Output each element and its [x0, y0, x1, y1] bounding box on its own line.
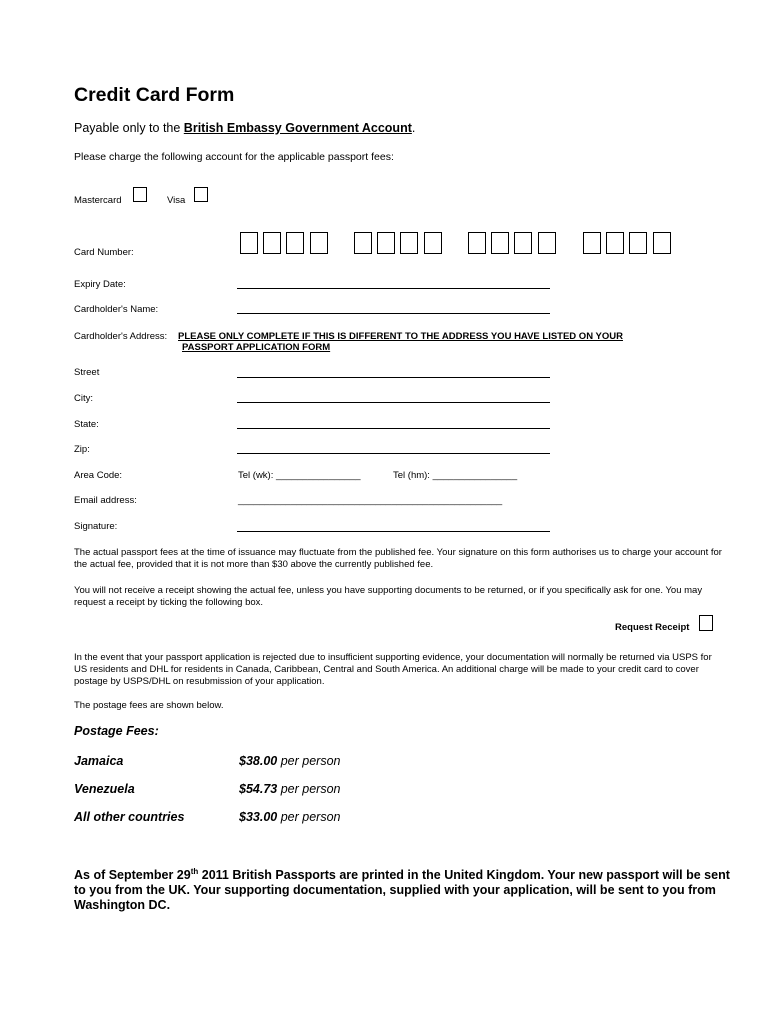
card-digit-box[interactable]	[263, 232, 281, 254]
zip-field[interactable]	[237, 453, 550, 454]
postage-row-amount	[239, 782, 340, 796]
form-title: Credit Card Form	[74, 84, 235, 106]
zip-label: Zip:	[74, 444, 90, 455]
account-name: British Embassy Government Account	[183, 121, 412, 135]
fee-fluctuation-paragraph: The actual passport fees at the time of issuance may fluctuate from the published fee. Your signature on this form authorises us to charge your account for the actual fee, provided that it is not more than $30 above the currently published fee.	[74, 547, 722, 570]
state-label: State:	[74, 419, 99, 430]
cardholder-name-label: Cardholder's Name:	[74, 304, 159, 315]
payable-prefix: Payable only to the	[74, 121, 184, 135]
postage-row-country	[74, 754, 123, 768]
card-digit-box[interactable]	[240, 232, 258, 254]
postage-row-amount	[239, 810, 340, 824]
postage-row-country	[74, 782, 135, 796]
postage-row-amount	[239, 754, 340, 768]
request-receipt-label: Request Receipt	[615, 622, 690, 633]
charge-instruction: Please charge the following account for the applicable passport fees:	[74, 151, 394, 163]
street-field[interactable]	[237, 377, 550, 378]
notice-ordinal: th	[190, 867, 199, 876]
expiry-field[interactable]	[237, 288, 550, 289]
card-digit-box[interactable]	[400, 232, 418, 254]
card-digit-box[interactable]	[310, 232, 328, 254]
city-label: City:	[74, 393, 93, 404]
area-code-label: Area Code:	[74, 470, 123, 481]
signature-label: Signature:	[74, 521, 118, 532]
receipt-paragraph: You will not receive a receipt showing the actual fee, unless you have supporting documents to be returned, or if you specifically ask for one. You may request a receipt by ticking the following box.	[74, 585, 703, 608]
tel-home-field[interactable]: Tel (hm): ________________	[393, 470, 518, 481]
email-field[interactable]: __________________________________________________	[238, 495, 503, 506]
email-label: Email address:	[74, 495, 137, 506]
street-label: Street	[74, 367, 100, 378]
postage-heading: Postage Fees:	[74, 724, 159, 738]
card-digit-box[interactable]	[514, 232, 532, 254]
notice-lead: As of September 29	[74, 868, 191, 883]
country-name: All other countries	[74, 810, 185, 824]
rejection-paragraph: In the event that your passport application is rejected due to insufficient supporting evidence, your documentation will normally be returned via USPS for US residents and DHL for residents in Canada, Caribbean, Central and South America. An additional charge will be made to your credit card to cover postage by USPS/DHL on resubmission of your application.	[74, 652, 712, 687]
card-digit-box[interactable]	[468, 232, 486, 254]
card-number-label: Card Number:	[74, 247, 134, 258]
cardholder-name-field[interactable]	[237, 313, 550, 314]
uk-printing-notice	[74, 864, 734, 913]
visa-checkbox[interactable]	[194, 187, 208, 202]
fee-unit: per person	[277, 754, 341, 768]
postage-intro: The postage fees are shown below.	[74, 700, 224, 711]
address-note-line2: PASSPORT APPLICATION FORM	[182, 342, 331, 353]
fee-amount: $54.73	[239, 782, 278, 796]
country-name: Venezuela	[74, 782, 135, 796]
card-digit-box[interactable]	[354, 232, 372, 254]
card-digit-box[interactable]	[583, 232, 601, 254]
fee-amount: $33.00	[239, 810, 278, 824]
fee-amount: $38.00	[239, 754, 278, 768]
mastercard-label: Mastercard	[74, 195, 122, 206]
card-digit-box[interactable]	[424, 232, 442, 254]
fee-unit: per person	[277, 782, 341, 796]
state-field[interactable]	[237, 428, 550, 429]
card-digit-box[interactable]	[377, 232, 395, 254]
payable-suffix: .	[411, 121, 416, 135]
country-name: Jamaica	[74, 754, 124, 768]
card-digit-box[interactable]	[491, 232, 509, 254]
card-digit-box[interactable]	[653, 232, 671, 254]
tel-work-field[interactable]: Tel (wk): ________________	[238, 470, 361, 481]
postage-row-country	[74, 810, 184, 824]
card-digit-box[interactable]	[606, 232, 624, 254]
cardholder-address-label: Cardholder's Address:	[74, 331, 168, 342]
visa-label: Visa	[167, 195, 186, 206]
address-note-line1: PLEASE ONLY COMPLETE IF THIS IS DIFFERENT TO THE ADDRESS YOU HAVE LISTED ON YOUR	[178, 331, 623, 342]
notice-rest: 2011 British Passports are printed in the United Kingdom. Your new passport will be sent to you from the UK. Your supporting documentation, supplied with your application, will be sent to you from Washington DC.	[74, 868, 730, 913]
payable-to-line	[74, 121, 415, 135]
expiry-label: Expiry Date:	[74, 279, 126, 290]
card-digit-box[interactable]	[538, 232, 556, 254]
mastercard-checkbox[interactable]	[133, 187, 147, 202]
fee-unit: per person	[277, 810, 341, 824]
signature-field[interactable]	[237, 531, 550, 532]
city-field[interactable]	[237, 402, 550, 403]
card-digit-box[interactable]	[286, 232, 304, 254]
card-digit-box[interactable]	[629, 232, 647, 254]
request-receipt-checkbox[interactable]	[699, 615, 713, 631]
